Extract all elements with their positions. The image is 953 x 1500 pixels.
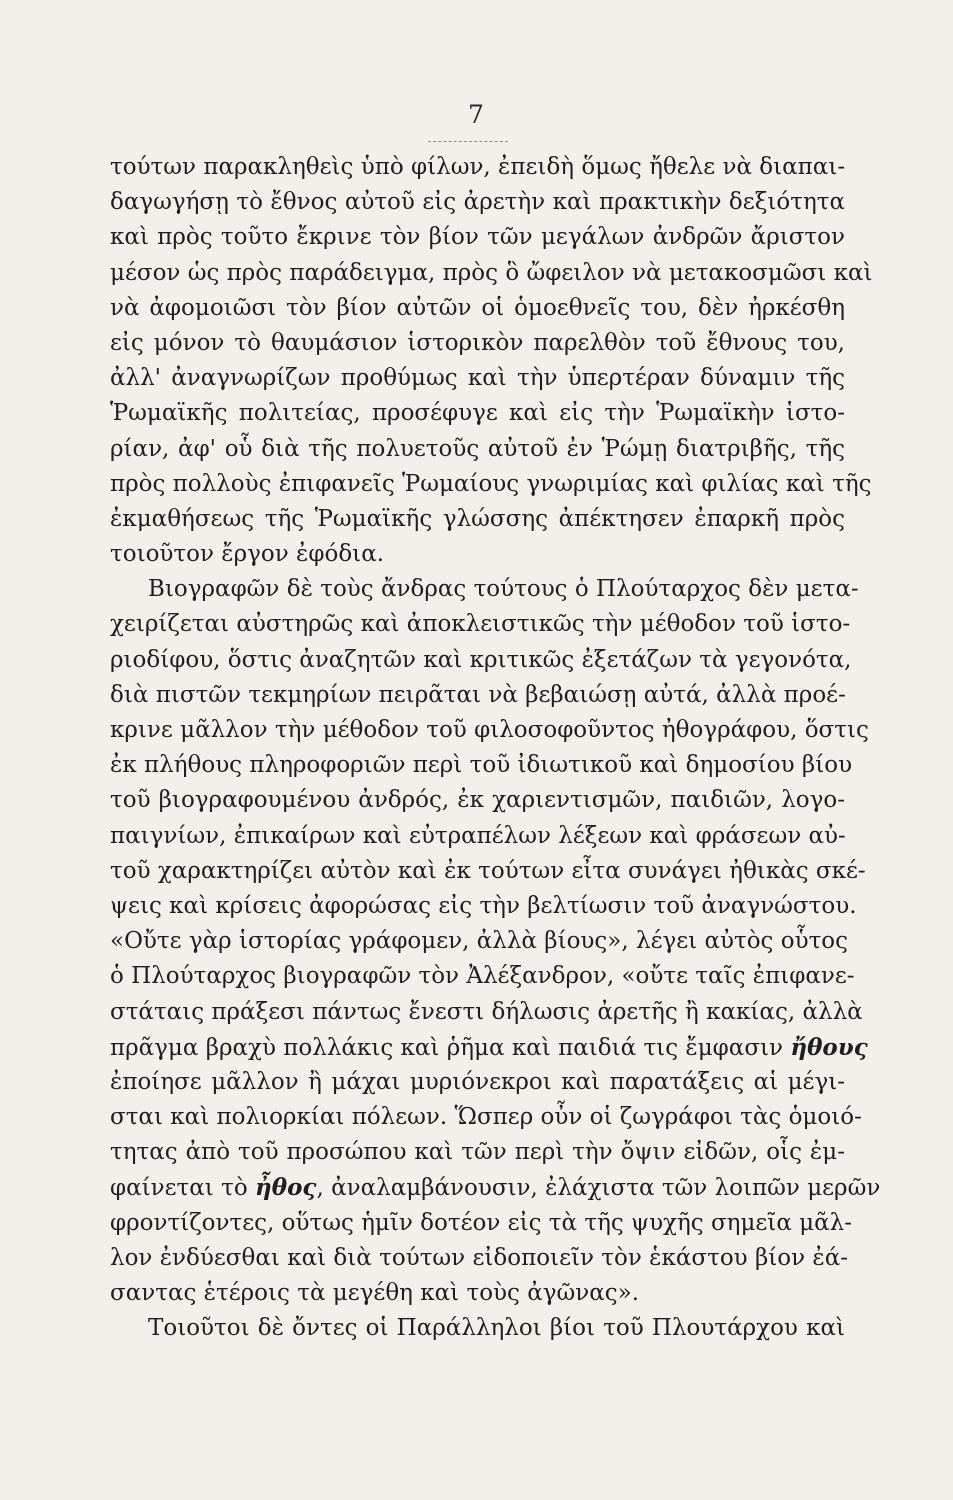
text-line: στάταις πράξεσι πάντως ἔνεστι δήλωσις ἀρετῆς ἢ κακίας, ἀλλὰ (110, 998, 863, 1025)
body-text (110, 150, 881, 1346)
text-line: τοιοῦτον ἔργον ἐφόδια. (110, 541, 385, 568)
text-line: ἐκ πλήθους πληροφοριῶν περὶ τοῦ ἰδιωτικοῦ καὶ δημοσίου βίου (110, 752, 853, 779)
paragraph-start-line: Τοιοῦτοι δὲ ὄντες οἱ Παράλληλοι βίοι τοῦ Πλουτάρχου καὶ (148, 1315, 845, 1342)
text-line: ὁ Πλούταρχος βιογραφῶν τὸν Ἀλέξανδρον, «οὔτε ταῖς ἐπιφανε- (110, 963, 855, 990)
text-line: σαντας ἑτέροις τὰ μεγέθη καὶ τοὺς ἀγῶνας». (110, 1280, 640, 1306)
emphasized-word: ἤθους (790, 1033, 868, 1061)
header-rule (428, 141, 508, 142)
text-line: παιγνίων, ἐπικαίρων καὶ εὐτραπέλων λέξεων καὶ φράσεων αὐ- (110, 822, 846, 849)
text-line: τητας ἀπὸ τοῦ προσώπου καὶ τῶν περὶ τὴν ὄψιν εἰδῶν, οἷς ἐμ- (110, 1139, 845, 1166)
text-line: λον ἐνδύεσθαι καὶ διὰ τούτων εἰδοποιεῖν τὸν ἑκάστου βίον ἐά- (110, 1244, 849, 1271)
text-line: ριοδίφου, ὅστις ἀναζητῶν καὶ κριτικῶς ἐξετάζων τὰ γεγονότα, (110, 646, 852, 673)
text-line: καὶ πρὸς τοῦτο ἔκρινε τὸν βίον τῶν μεγάλων ἀνδρῶν ἄριστον (110, 224, 845, 251)
text-line: χειρίζεται αὐστηρῶς καὶ ἀποκλειστικῶς τὴν μέθοδον τοῦ ἱστο- (110, 611, 851, 638)
page-number: 7 (468, 100, 485, 129)
text-line: τοῦ χαρακτηρίζει αὐτὸν καὶ ἐκ τούτων εἶτα συνάγει ἠθικὰς σκέ- (110, 857, 866, 884)
text-line: ἐκμαθήσεως τῆς Ῥωμαϊκῆς γλώσσης ἀπέκτησεν ἐπαρκῆ πρὸς (110, 505, 845, 532)
text-line: ψεις καὶ κρίσεις ἀφορώσας εἰς τὴν βελτίωσιν τοῦ ἀναγνώστου. (110, 892, 857, 919)
text-line: κρινε μᾶλλον τὴν μέθοδον τοῦ φιλοσοφοῦντος ἠθογράφου, ὅστις (110, 717, 869, 743)
text-line: δαγωγήσῃ τὸ ἔθνος αὐτοῦ εἰς ἀρετὴν καὶ πρακτικὴν δεξιότητα (110, 189, 845, 216)
paragraph-start-line: Βιογραφῶν δὲ τοὺς ἄνδρας τούτους ὁ Πλούταρχος δὲν μετα- (148, 576, 859, 603)
text-line-segment: πρᾶγμα βραχὺ πολλάκις καὶ ῥῆμα καὶ παιδιά τις ἔμφασιν (110, 1034, 784, 1061)
text-line: μέσον ὡς πρὸς παράδειγμα, πρὸς ὃ ὤφειλον νὰ μετακοσμῶσι καὶ (110, 259, 873, 286)
text-line: ρίαν, ἀφ' οὗ διὰ τῆς πολυετοῦς αὐτοῦ ἐν Ῥώμῃ διατριβῆς, τῆς (110, 435, 845, 462)
text-line: διὰ πιστῶν τεκμηρίων πειρᾶται νὰ βεβαιώσῃ αὐτά, ἀλλὰ προέ- (110, 681, 846, 708)
text-line: Ῥωμαϊκῆς πολιτείας, προσέφυγε καὶ εἰς τὴν Ῥωμαϊκὴν ἱστο- (110, 400, 845, 427)
text-line: «Οὔτε γὰρ ἱστορίας γράφομεν, ἀλλὰ βίους», λέγει αὐτὸς οὗτος (110, 928, 849, 955)
text-line: σται καὶ πολιορκίαι πόλεων. Ὥσπερ οὖν οἱ ζωγράφοι τὰς ὁμοιό- (110, 1104, 862, 1131)
text-line: ἐποίησε μᾶλλον ἢ μάχαι μυριόνεκροι καὶ παρατάξεις αἱ μέγι- (110, 1068, 845, 1095)
text-line (110, 1170, 881, 1205)
text-line: πρὸς πολλοὺς ἐπιφανεῖς Ῥωμαίους γνωριμίας καὶ φιλίας καὶ τῆς (110, 470, 872, 497)
text-line: εἰς μόνον τὸ θαυμάσιον ἱστορικὸν παρελθὸν τοῦ ἔθνους του, (110, 329, 845, 356)
text-line: νὰ ἀφομοιῶσι τὸν βίον αὐτῶν οἱ ὁμοεθνεῖς του, δὲν ἠρκέσθη (110, 294, 845, 321)
text-line: φροντίζοντες, οὕτως ἡμῖν δοτέον εἰς τὰ τῆς ψυχῆς σημεῖα μᾶλ- (110, 1209, 852, 1236)
text-line-segment: , ἀναλαμβάνουσιν, ἐλάχιστα τῶν λοιπῶν μερῶν (316, 1175, 881, 1202)
text-line: τοῦ βιογραφουμένου ἀνδρός, ἐκ χαριεντισμῶν, παιδιῶν, λογο- (110, 787, 845, 814)
text-line: τούτων παρακληθεὶς ὑπὸ φίλων, ἐπειδὴ ὅμως ἤθελε νὰ διαπαι- (110, 154, 846, 180)
text-line (110, 1030, 868, 1065)
emphasized-word: ἦθος (255, 1174, 317, 1202)
text-line: ἀλλ' ἀναγνωρίζων προθύμως καὶ τὴν ὑπερτέραν δύναμιν τῆς (110, 365, 845, 392)
text-line-segment: φαίνεται τὸ (110, 1175, 248, 1202)
